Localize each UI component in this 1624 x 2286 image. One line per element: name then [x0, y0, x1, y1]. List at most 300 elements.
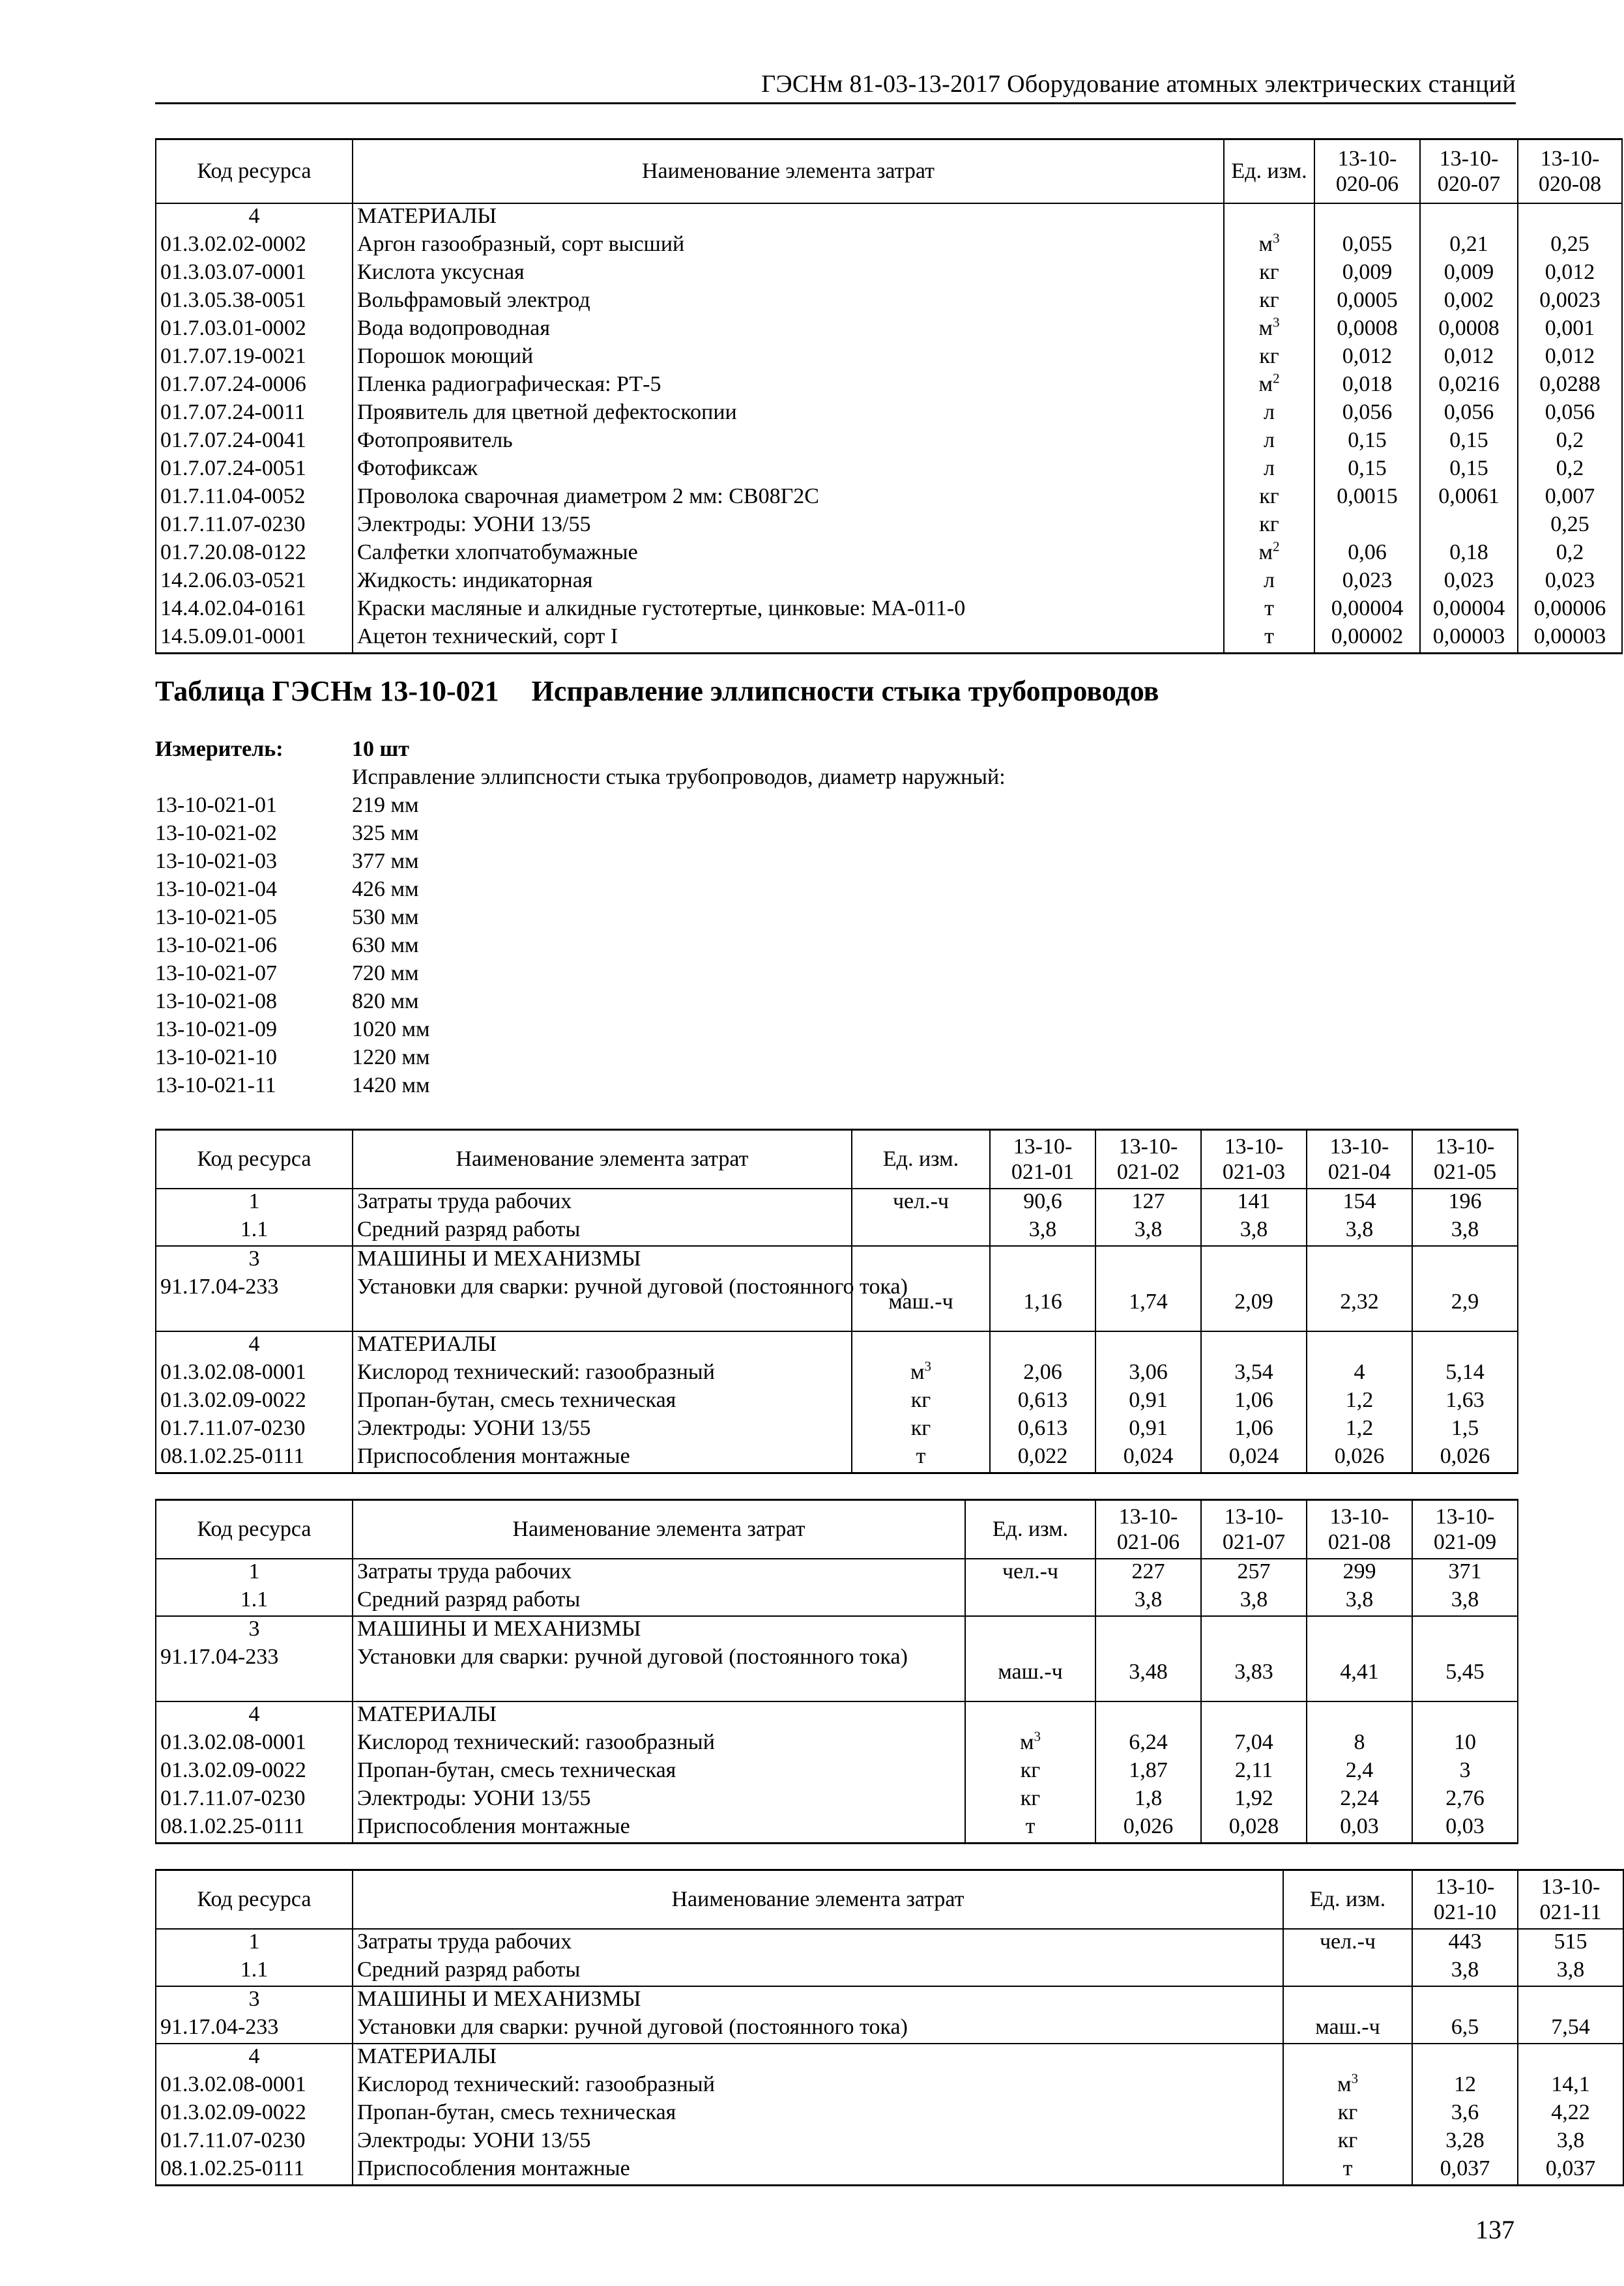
- value-cell: 0,012: [1314, 344, 1420, 372]
- value-cell: 0,0008: [1314, 316, 1420, 344]
- resource-name: Затраты труда рабочих: [353, 1189, 852, 1217]
- value-cell: 3,8: [1518, 2128, 1623, 2156]
- section-row: [156, 1701, 1518, 1730]
- table-body: [156, 1929, 1623, 2186]
- table-row: [156, 344, 1622, 372]
- value-cell: 0,00006: [1518, 596, 1622, 624]
- header-norm: 13-10- 020-07: [1420, 139, 1518, 203]
- empty-cell: [852, 1246, 990, 1275]
- resource-code: 1.1: [156, 1587, 353, 1616]
- value-cell: 3,8: [1201, 1217, 1307, 1246]
- table-row: [156, 1444, 1518, 1473]
- table-row: [156, 1559, 1518, 1587]
- unit-text: м: [1258, 315, 1273, 340]
- value-cell: 12: [1412, 2072, 1518, 2100]
- unit-text: л: [1264, 427, 1275, 452]
- value-cell: 0,007: [1518, 484, 1622, 512]
- meter-item-code: 13-10-021-03: [155, 849, 277, 873]
- resource-name: Кислород технический: газообразный: [353, 1730, 965, 1758]
- unit-cell: [1283, 2072, 1412, 2100]
- value-cell: 0,25: [1518, 512, 1622, 540]
- resource-name: Пропан-бутан, смесь техническая: [353, 1758, 965, 1786]
- value-cell: 0,18: [1420, 540, 1518, 568]
- empty-cell: [990, 1246, 1095, 1275]
- resource-code: 01.7.07.24-0011: [156, 400, 353, 428]
- table-row: [156, 596, 1622, 624]
- resource-name: Электроды: УОНИ 13/55: [353, 1786, 965, 1814]
- meter-item-code: 13-10-021-08: [155, 989, 277, 1013]
- unit-text: т: [916, 1443, 926, 1468]
- resource-name: Вода водопроводная: [353, 316, 1224, 344]
- value-cell: 0,024: [1201, 1444, 1307, 1473]
- resource-name: Фотофиксаж: [353, 456, 1224, 484]
- section-code: 3: [156, 1616, 353, 1645]
- header-name: Наименование элемента затрат: [353, 1500, 965, 1559]
- value-cell: 127: [1095, 1189, 1201, 1217]
- value-cell: 0,026: [1095, 1814, 1201, 1844]
- resource-code: 01.3.02.09-0022: [156, 1388, 353, 1416]
- meter-item-text: 1020 мм: [352, 1017, 430, 1041]
- unit-cell: [1224, 344, 1314, 372]
- unit-cell: [852, 1388, 990, 1416]
- unit-text: кг: [1020, 1758, 1041, 1782]
- value-cell: 0,00002: [1314, 624, 1420, 654]
- value-cell: 0,613: [990, 1416, 1095, 1444]
- table-row: [156, 1958, 1623, 1986]
- unit-cell: маш.-ч: [852, 1275, 990, 1331]
- unit-exponent: 3: [1272, 314, 1280, 330]
- value-cell: 3,28: [1412, 2128, 1518, 2156]
- table-row: [156, 1929, 1623, 1958]
- empty-cell: [1412, 2044, 1518, 2072]
- value-cell: 3,54: [1201, 1360, 1307, 1388]
- section-code: 4: [156, 2044, 353, 2072]
- header-code: Код ресурса: [156, 139, 353, 203]
- table-row: [156, 456, 1622, 484]
- value-cell: 1,87: [1095, 1758, 1201, 1786]
- header-code: Код ресурса: [156, 1870, 353, 1929]
- unit-cell: [1283, 2128, 1412, 2156]
- table-row: [156, 2156, 1623, 2186]
- resource-name: Жидкость: индикаторная: [353, 568, 1224, 596]
- resource-code: 01.7.11.04-0052: [156, 484, 353, 512]
- value-cell: 3,8: [990, 1217, 1095, 1246]
- resource-name: Электроды: УОНИ 13/55: [353, 1416, 852, 1444]
- resource-code: 1: [156, 1559, 353, 1587]
- unit-cell: [1224, 232, 1314, 260]
- resource-code: 1: [156, 1929, 353, 1958]
- value-cell: 3,8: [1201, 1587, 1307, 1616]
- unit-cell: [1224, 260, 1314, 288]
- value-cell: 515: [1518, 1929, 1623, 1958]
- meter-item-text: 720 мм: [352, 961, 419, 985]
- header-code: Код ресурса: [156, 1130, 353, 1189]
- table-row: [156, 2015, 1623, 2044]
- unit-cell: [1224, 428, 1314, 456]
- meter-block: [155, 735, 1393, 1099]
- resource-name: Пленка радиографическая: РТ-5: [353, 372, 1224, 400]
- table-row: [156, 1388, 1518, 1416]
- unit-cell: чел.-ч: [852, 1189, 990, 1217]
- resource-name: Установки для сварки: ручной дуговой (постоянного тока): [353, 1275, 852, 1331]
- header-norm: 13-10- 021-08: [1307, 1500, 1412, 1559]
- section-title: МАТЕРИАЛЫ: [353, 2044, 1283, 2072]
- resource-name: Средний разряд работы: [353, 1958, 1283, 1986]
- resource-code: 01.3.02.08-0001: [156, 2072, 353, 2100]
- value-cell: 0,009: [1314, 260, 1420, 288]
- unit-cell: [1224, 568, 1314, 596]
- value-cell: 1,5: [1412, 1416, 1518, 1444]
- table-body: [156, 1189, 1518, 1473]
- meter-item-code: 13-10-021-02: [155, 821, 277, 845]
- empty-cell: [965, 1616, 1095, 1645]
- table-row: [156, 1814, 1518, 1844]
- resource-name: Кислород технический: газообразный: [353, 2072, 1283, 2100]
- value-cell: 3,8: [1412, 1217, 1518, 1246]
- section-title: МАТЕРИАЛЫ: [353, 203, 1224, 232]
- header-norm: 13-10- 021-07: [1201, 1500, 1307, 1559]
- value-cell: 0,002: [1420, 288, 1518, 316]
- resource-code: 08.1.02.25-0111: [156, 2156, 353, 2186]
- header-norm: 13-10- 021-03: [1201, 1130, 1307, 1189]
- section-code: 4: [156, 1701, 353, 1730]
- value-cell: 0,15: [1314, 456, 1420, 484]
- resource-code: 91.17.04-233: [156, 1645, 353, 1701]
- unit-text: т: [1264, 624, 1274, 648]
- resource-name: Электроды: УОНИ 13/55: [353, 512, 1224, 540]
- section-row: [156, 1986, 1623, 2015]
- value-cell: 4,22: [1518, 2100, 1623, 2128]
- meter-item: [155, 987, 1393, 1015]
- header-unit: Ед. изм.: [852, 1130, 990, 1189]
- value-cell: 3,06: [1095, 1360, 1201, 1388]
- meter-item-text: 820 мм: [352, 989, 419, 1013]
- empty-cell: [1412, 1616, 1518, 1645]
- value-cell: 5,45: [1412, 1645, 1518, 1701]
- resource-table-020: [155, 138, 1623, 654]
- value-cell: 0,15: [1420, 456, 1518, 484]
- value-cell: 0,21: [1420, 232, 1518, 260]
- empty-cell: [1201, 1616, 1307, 1645]
- value-cell: 257: [1201, 1559, 1307, 1587]
- resource-code: 91.17.04-233: [156, 1275, 353, 1331]
- meter-item: [155, 1071, 1393, 1099]
- meter-item-code: 13-10-021-01: [155, 793, 277, 817]
- unit-cell: [852, 1360, 990, 1388]
- table-row: [156, 1189, 1518, 1217]
- unit-text: т: [1342, 2156, 1353, 2180]
- table-row: [156, 1416, 1518, 1444]
- unit-cell: [852, 1416, 990, 1444]
- section-title: МАШИНЫ И МЕХАНИЗМЫ: [353, 1246, 852, 1275]
- value-cell: 6,5: [1412, 2015, 1518, 2044]
- unit-cell: [852, 1217, 990, 1246]
- meter-item: [155, 847, 1393, 875]
- resource-code: 01.7.03.01-0002: [156, 316, 353, 344]
- value-cell: 4: [1307, 1360, 1412, 1388]
- value-cell: 1,2: [1307, 1416, 1412, 1444]
- unit-cell: [965, 1814, 1095, 1844]
- value-cell: 0,001: [1518, 316, 1622, 344]
- section-row: [156, 1616, 1518, 1645]
- unit-text: кг: [910, 1387, 931, 1412]
- unit-cell: [1224, 540, 1314, 568]
- value-cell: 0,056: [1420, 400, 1518, 428]
- unit-text: кг: [1259, 259, 1279, 284]
- resource-name: Пропан-бутан, смесь техническая: [353, 2100, 1283, 2128]
- value-cell: 0,0061: [1420, 484, 1518, 512]
- table-row: [156, 2100, 1623, 2128]
- resource-code: 01.3.03.07-0001: [156, 260, 353, 288]
- resource-name: Вольфрамовый электрод: [353, 288, 1224, 316]
- unit-text: л: [1264, 399, 1275, 424]
- resource-code: 91.17.04-233: [156, 2015, 353, 2044]
- resource-name: Средний разряд работы: [353, 1217, 852, 1246]
- value-cell: 0,00003: [1518, 624, 1622, 654]
- resource-code: 01.7.11.07-0230: [156, 1786, 353, 1814]
- empty-cell: [965, 1701, 1095, 1730]
- value-cell: 0,00003: [1420, 624, 1518, 654]
- value-cell: 1,92: [1201, 1786, 1307, 1814]
- section-code: 3: [156, 1246, 353, 1275]
- resource-name: Установки для сварки: ручной дуговой (постоянного тока): [353, 1645, 965, 1701]
- unit-exponent: 3: [1351, 2070, 1359, 2087]
- value-cell: 0,018: [1314, 372, 1420, 400]
- resource-name: Затраты труда рабочих: [353, 1929, 1283, 1958]
- unit-cell: [1224, 484, 1314, 512]
- value-cell: 2,24: [1307, 1786, 1412, 1814]
- meter-item: [155, 1043, 1393, 1071]
- header-norm: 13-10- 021-02: [1095, 1130, 1201, 1189]
- unit-cell: [965, 1730, 1095, 1758]
- value-cell: 0,25: [1518, 232, 1622, 260]
- resource-table-021-a: [155, 1129, 1518, 1474]
- value-cell: 2,76: [1412, 1786, 1518, 1814]
- unit-cell: [1283, 1958, 1412, 1986]
- table-body: [156, 203, 1622, 654]
- unit-text: т: [1264, 596, 1274, 620]
- meter-item-text: 1220 мм: [352, 1045, 430, 1069]
- value-cell: 1,06: [1201, 1388, 1307, 1416]
- unit-text: м: [1258, 231, 1273, 256]
- resource-name: Ацетон технический, сорт I: [353, 624, 1224, 654]
- empty-cell: [1518, 2044, 1623, 2072]
- table-row: [156, 232, 1622, 260]
- resource-code: 08.1.02.25-0111: [156, 1444, 353, 1473]
- empty-cell: [1412, 1986, 1518, 2015]
- value-cell: 0,023: [1518, 568, 1622, 596]
- unit-text: т: [1025, 1814, 1036, 1838]
- unit-text: кг: [1259, 287, 1279, 312]
- value-cell: 0,056: [1314, 400, 1420, 428]
- value-cell: 3,8: [1307, 1587, 1412, 1616]
- resource-name: Приспособления монтажные: [353, 1814, 965, 1844]
- resource-code: 01.7.11.07-0230: [156, 2128, 353, 2156]
- empty-cell: [1307, 1701, 1412, 1730]
- value-cell: 1,06: [1201, 1416, 1307, 1444]
- resource-code: 14.2.06.03-0521: [156, 568, 353, 596]
- unit-cell: [1224, 400, 1314, 428]
- resource-code: 01.7.07.24-0006: [156, 372, 353, 400]
- value-cell: 196: [1412, 1189, 1518, 1217]
- resource-code: 1: [156, 1189, 353, 1217]
- value-cell: 0,009: [1420, 260, 1518, 288]
- value-cell: 8: [1307, 1730, 1412, 1758]
- unit-text: кг: [1259, 343, 1279, 368]
- header-unit: Ед. изм.: [1224, 139, 1314, 203]
- value-cell: 2,4: [1307, 1758, 1412, 1786]
- unit-text: кг: [910, 1415, 931, 1440]
- table-row: [156, 568, 1622, 596]
- unit-text: м: [910, 1359, 925, 1384]
- table-body: [156, 1559, 1518, 1844]
- empty-cell: [1095, 1701, 1201, 1730]
- resource-code: 14.5.09.01-0001: [156, 624, 353, 654]
- unit-cell: [1224, 596, 1314, 624]
- resource-code: 01.7.11.07-0230: [156, 1416, 353, 1444]
- empty-cell: [1095, 1331, 1201, 1360]
- value-cell: 0,024: [1095, 1444, 1201, 1473]
- header-norm: 13-10- 021-10: [1412, 1870, 1518, 1929]
- unit-text: м: [1258, 371, 1273, 396]
- value-cell: 1,2: [1307, 1388, 1412, 1416]
- table-row: [156, 288, 1622, 316]
- resource-name: Краски масляные и алкидные густотертые, цинковые: МА-011-0: [353, 596, 1224, 624]
- value-cell: 3,8: [1412, 1958, 1518, 1986]
- table-row: [156, 1275, 1518, 1331]
- resource-code: 1.1: [156, 1958, 353, 1986]
- value-cell: 0,0216: [1420, 372, 1518, 400]
- value-cell: 227: [1095, 1559, 1201, 1587]
- resource-name: Электроды: УОНИ 13/55: [353, 2128, 1283, 2156]
- table-title-label: Таблица ГЭСНм 13-10-021: [155, 675, 499, 707]
- header-name: Наименование элемента затрат: [353, 1870, 1283, 1929]
- unit-text: кг: [1020, 1786, 1041, 1810]
- table-row: [156, 1360, 1518, 1388]
- table-row: [156, 1758, 1518, 1786]
- unit-cell: [965, 1786, 1095, 1814]
- header-unit: Ед. изм.: [965, 1500, 1095, 1559]
- unit-cell: [1283, 2100, 1412, 2128]
- value-cell: 0,012: [1420, 344, 1518, 372]
- empty-cell: [1412, 1246, 1518, 1275]
- unit-cell: [1224, 288, 1314, 316]
- value-cell: 0,026: [1307, 1444, 1412, 1473]
- value-cell: 443: [1412, 1929, 1518, 1958]
- header-norm: 13-10- 021-01: [990, 1130, 1095, 1189]
- resource-code: 01.7.20.08-0122: [156, 540, 353, 568]
- value-cell: 3,8: [1095, 1587, 1201, 1616]
- unit-exponent: 3: [1034, 1728, 1041, 1744]
- resource-name: Установки для сварки: ручной дуговой (постоянного тока): [353, 2015, 1283, 2044]
- value-cell: 371: [1412, 1559, 1518, 1587]
- resource-code: 01.7.11.07-0230: [156, 512, 353, 540]
- resource-code: 01.3.02.08-0001: [156, 1730, 353, 1758]
- value-cell: 4,41: [1307, 1645, 1412, 1701]
- value-cell: [1314, 512, 1420, 540]
- unit-cell: [1224, 456, 1314, 484]
- table-row: [156, 1587, 1518, 1616]
- value-cell: 2,06: [990, 1360, 1095, 1388]
- unit-exponent: 3: [924, 1358, 932, 1374]
- unit-text: кг: [1259, 512, 1279, 536]
- meter-item: [155, 819, 1393, 847]
- value-cell: 0,055: [1314, 232, 1420, 260]
- unit-text: кг: [1259, 484, 1279, 508]
- value-cell: 7,54: [1518, 2015, 1623, 2044]
- value-cell: 14,1: [1518, 2072, 1623, 2100]
- value-cell: 0,91: [1095, 1388, 1201, 1416]
- value-cell: 0,028: [1201, 1814, 1307, 1844]
- table-row: [156, 316, 1622, 344]
- unit-exponent: 3: [1272, 230, 1280, 246]
- resource-name: Приспособления монтажные: [353, 1444, 852, 1473]
- value-cell: 0,026: [1412, 1444, 1518, 1473]
- resource-table-021-c: [155, 1869, 1624, 2186]
- empty-cell: [1201, 1331, 1307, 1360]
- meter-item: [155, 903, 1393, 931]
- page-number: 137: [1475, 2215, 1515, 2244]
- value-cell: 0,022: [990, 1444, 1095, 1473]
- value-cell: 1,74: [1095, 1275, 1201, 1331]
- header-norm: 13-10- 021-09: [1412, 1500, 1518, 1559]
- value-cell: 0,613: [990, 1388, 1095, 1416]
- unit-text: м: [1258, 540, 1273, 564]
- unit-cell: [1224, 372, 1314, 400]
- table-header: [156, 1870, 1623, 1929]
- value-cell: 0,06: [1314, 540, 1420, 568]
- meter-item: [155, 875, 1393, 903]
- section-title: МАТЕРИАЛЫ: [353, 1331, 852, 1360]
- header-norm: 13-10- 021-06: [1095, 1500, 1201, 1559]
- value-cell: 141: [1201, 1189, 1307, 1217]
- table-row: [156, 428, 1622, 456]
- value-cell: 0,0015: [1314, 484, 1420, 512]
- meter-item-text: 1420 мм: [352, 1073, 430, 1097]
- value-cell: 0,012: [1518, 344, 1622, 372]
- table-row: [156, 1730, 1518, 1758]
- value-cell: 1,16: [990, 1275, 1095, 1331]
- value-cell: 0,023: [1314, 568, 1420, 596]
- empty-cell: [1201, 1246, 1307, 1275]
- section-code: 3: [156, 1986, 353, 2015]
- value-cell: 0,023: [1420, 568, 1518, 596]
- resource-code: 01.3.02.09-0022: [156, 1758, 353, 1786]
- value-cell: 2,32: [1307, 1275, 1412, 1331]
- table-header: [156, 1130, 1518, 1189]
- value-cell: 3,8: [1307, 1217, 1412, 1246]
- meter-description: Исправление эллипсности стыка трубопроводов, диаметр наружный:: [352, 765, 1006, 789]
- value-cell: 90,6: [990, 1189, 1095, 1217]
- value-cell: 0,2: [1518, 540, 1622, 568]
- value-cell: 0,037: [1518, 2156, 1623, 2186]
- empty-cell: [1307, 1331, 1412, 1360]
- section-code: 4: [156, 203, 353, 232]
- value-cell: 0,0005: [1314, 288, 1420, 316]
- section-row: [156, 2044, 1623, 2072]
- meter-item-text: 325 мм: [352, 821, 419, 845]
- unit-cell: чел.-ч: [1283, 1929, 1412, 1958]
- value-cell: 0,056: [1518, 400, 1622, 428]
- meter-item-code: 13-10-021-11: [155, 1073, 276, 1097]
- value-cell: 0,0023: [1518, 288, 1622, 316]
- value-cell: 3,8: [1412, 1587, 1518, 1616]
- value-cell: 3,48: [1095, 1645, 1201, 1701]
- empty-cell: [1412, 1331, 1518, 1360]
- table-row: [156, 540, 1622, 568]
- empty-cell: [1307, 1616, 1412, 1645]
- empty-cell: [1307, 1246, 1412, 1275]
